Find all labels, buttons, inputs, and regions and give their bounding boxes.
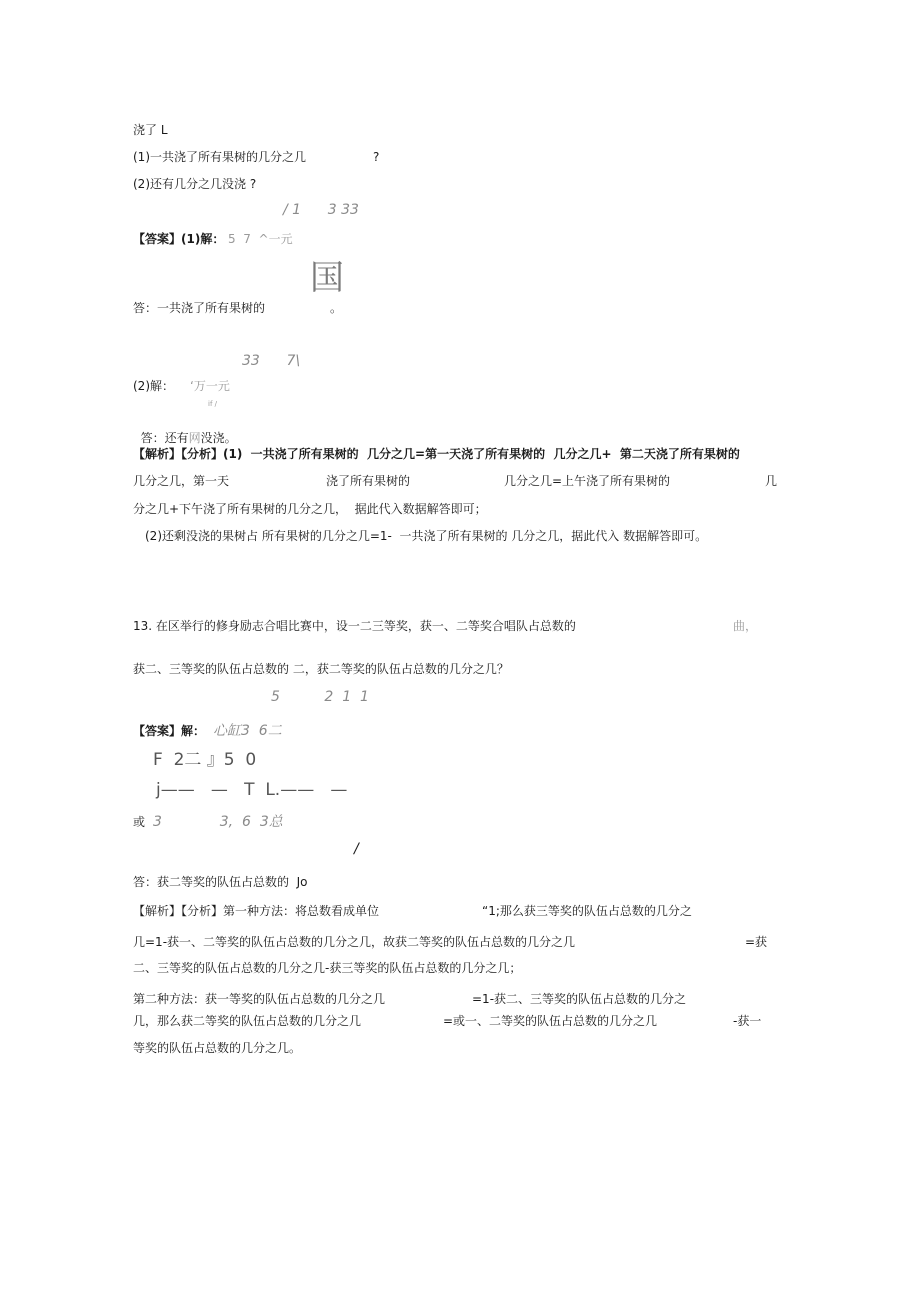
analysis-line-2c: 几分之几=上午浇了所有果树的 bbox=[504, 474, 671, 488]
or-label: 或 bbox=[133, 815, 146, 829]
solution-2-label: (2)解： bbox=[133, 379, 174, 393]
text-line-top: 浇了 L bbox=[133, 123, 168, 137]
analysis-13-line-1a: 【解析】【分析】第一种方法：将总数看成单位 bbox=[133, 904, 380, 918]
fraction-row-13: 5 2 1 1 bbox=[271, 689, 369, 705]
analysis-13-line-3: 二、三等奖的队伍占总数的几分之几-获三等奖的队伍占总数的几分之几； bbox=[133, 961, 522, 975]
answer-formula: 5 7 ^一元 bbox=[228, 232, 293, 246]
analysis-line-4: (2)还剩没浇的果树占 所有果树的几分之几=1- 一共浇了所有果树的 几分之几，据此代入 数据解答即可。 bbox=[145, 529, 708, 543]
analysis-line-2d: 几 bbox=[765, 474, 778, 488]
small-mark: if / bbox=[208, 400, 217, 408]
analysis-13-line-2a: 几=1-获一、二等奖的队伍占总数的几分之几，故获二等奖的队伍占总数的几分之几 bbox=[133, 935, 576, 949]
solution-2-formula: ‘万一元 bbox=[190, 379, 230, 393]
ocr-line-1: F 2二 』5 0 bbox=[153, 750, 257, 770]
question-13: 13. 在区举行的修身励志合唱比赛中，设一二三等奖，获一、二等奖合唱队占总数的 bbox=[133, 619, 576, 633]
answer-2: 答：还有网没浇。 bbox=[140, 431, 237, 445]
analysis-13-line-4b: =1-获二、三等奖的队伍占总数的几分之 bbox=[472, 992, 687, 1006]
question-1: (1)一共浇了所有果树的几分之几 bbox=[133, 150, 306, 164]
question-1-mark: ? bbox=[373, 150, 380, 164]
analysis-13-line-5b: =或一、二等奖的队伍占总数的几分之几 bbox=[443, 1014, 658, 1028]
analysis-13-line-2b: =获 bbox=[745, 935, 768, 949]
question-13-end: 曲， bbox=[733, 619, 758, 633]
or-formula: 3 3, 6 3总 bbox=[153, 814, 283, 830]
analysis-line-3: 分之几+下午浇了所有果树的几分之几， 据此代入数据解答即可； bbox=[133, 502, 487, 516]
analysis-line-2b: 浇了所有果树的 bbox=[326, 474, 411, 488]
analysis-13-line-1b: “1;那么获三等奖的队伍占总数的几分之 bbox=[482, 904, 692, 918]
slash-mark: / bbox=[354, 841, 359, 857]
analysis-13-line-4a: 第二种方法：获一等奖的队伍占总数的几分之几 bbox=[133, 992, 386, 1006]
ocr-line-2: j—— — T L.—— — bbox=[156, 780, 348, 800]
answer-text: 答：一共浇了所有果树的 bbox=[133, 301, 266, 315]
question-13-line-2: 获二、三等奖的队伍占总数的 二，获二等奖的队伍占总数的几分之几？ bbox=[133, 662, 509, 676]
analysis-13-line-5c: -获一 bbox=[733, 1014, 762, 1028]
garbled-glyph: 国 bbox=[310, 258, 344, 298]
analysis-line-2a: 几分之几，第一天 bbox=[133, 474, 230, 488]
answer-text-end: 。 bbox=[330, 301, 343, 315]
fraction-row: / 1 3 33 bbox=[283, 202, 359, 218]
answer-label: 【答案】(1)解： bbox=[133, 232, 225, 246]
answer-formula-13: 心缸3 6二 bbox=[213, 723, 282, 739]
fraction-row-2: 33 7\ bbox=[242, 353, 301, 369]
analysis-line-1: 【解析】【分析】(1) 一共浇了所有果树的 几分之几=第一天浇了所有果树的 几分之几+ 第二天浇了所有果树的 bbox=[133, 447, 740, 461]
answer-label-13: 【答案】解： bbox=[133, 724, 206, 738]
analysis-13-line-5a: 几，那么获二等奖的队伍占总数的几分之几 bbox=[133, 1014, 362, 1028]
analysis-13-line-6: 等奖的队伍占总数的几分之几。 bbox=[133, 1041, 302, 1055]
question-2: (2)还有几分之几没浇 ? bbox=[133, 177, 257, 191]
answer-text-13: 答：获二等奖的队伍占总数的 Jo bbox=[133, 875, 308, 889]
